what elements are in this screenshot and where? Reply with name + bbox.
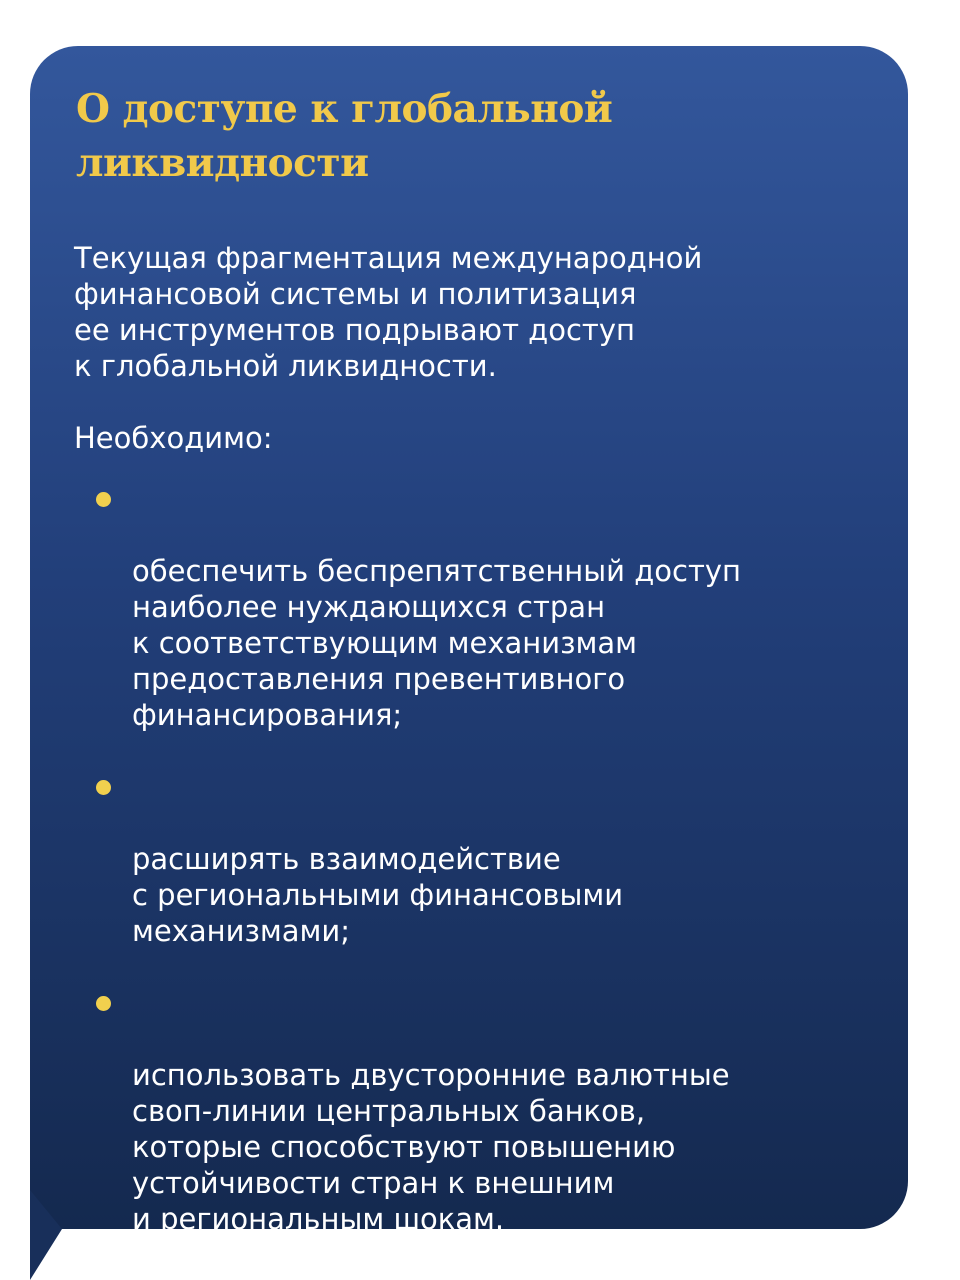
intro-paragraph: Текущая фрагментация международной финансовой системы и политизация ее инструментов подрывают доступ к глобальной ликвидности.: [74, 241, 703, 383]
list-item: [74, 985, 874, 1237]
needed-label: Необходимо:: [74, 421, 273, 455]
bullet-dot-icon: [96, 780, 111, 795]
recommendations-list: [74, 481, 874, 1273]
bullet-dot-icon: [96, 492, 111, 507]
bullet-dot-icon: [96, 996, 111, 1011]
list-item-text: использовать двусторонние валютные своп-линии центральных банков, которые способствуют повышению устойчивости стран к внешним и региональным шокам.: [132, 1058, 730, 1236]
list-item: [74, 481, 874, 733]
list-item: [74, 769, 874, 949]
list-item-text: обеспечить беспрепятственный доступ наиболее нуждающихся стран к соответствующим механизмам предоставления превентивного финансирования;: [132, 554, 741, 732]
list-item-text: расширять взаимодействие с региональными финансовыми механизмами;: [132, 842, 624, 948]
page-title: О доступе к глобальной ликвидности: [76, 86, 613, 186]
